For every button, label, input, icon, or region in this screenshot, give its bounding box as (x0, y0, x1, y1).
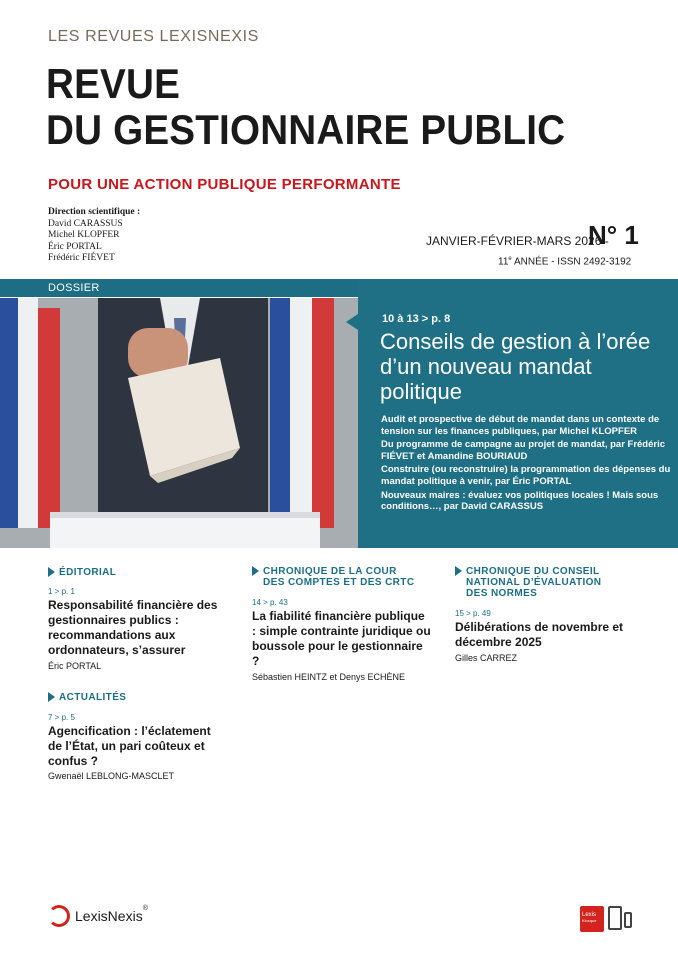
dossier-title: Conseils de gestion à l’orée d’un nouveau mandat politique (380, 329, 651, 404)
direction-member: Michel KLOPFER (48, 230, 120, 240)
cour-author: Sébastien HEINTZ et Denys ECHÈNE (252, 672, 406, 682)
cover-photo-ballot (0, 298, 358, 548)
journal-subtitle: POUR UNE ACTION PUBLIQUE PERFORMANTE (48, 176, 401, 193)
direction-title: Direction scientifique : (48, 207, 141, 217)
section-heading-text: CHRONIQUE DU CONSEIL (466, 566, 600, 577)
editorial-title[interactable]: Responsabilité financière des gestionnaires publics : recommandations aux ordonnateurs, s’assurer (48, 598, 218, 657)
ballot-illustration (0, 298, 358, 548)
actualites-author: Gwenaël LEBLONG-MASCLET (48, 771, 175, 781)
cour-title[interactable]: La fiabilité financière publique : simple contrainte juridique ou boussole pour le gestionnaire ? (252, 609, 431, 668)
year-sup: e (508, 256, 512, 262)
issue-date: JANVIER-FÉVRIER-MARS 2026 - (426, 234, 609, 248)
triangle-icon (455, 566, 462, 576)
editorial-ref: 1 > p. 1 (48, 587, 75, 596)
actualites-title[interactable]: Agencification : l’éclatement de l’État, un pari coûteux et confus ? (48, 724, 211, 768)
dossier-items (381, 414, 671, 515)
triangle-icon (48, 692, 55, 702)
dossier-item[interactable]: Du programme de campagne au projet de mandat, par Frédéric FIÉVET et Amandine BOURIAUD (381, 439, 666, 462)
section-heading-actualites (48, 692, 126, 703)
series-name: LES REVUES LEXISNEXIS (48, 28, 259, 45)
scientific-direction (48, 207, 140, 265)
phone-icon (624, 912, 632, 928)
direction-member: David CARASSUS (48, 218, 123, 229)
issue-number: N° 1 (588, 220, 639, 250)
triangle-icon (252, 566, 259, 576)
issue-year-issn (498, 256, 631, 267)
kiosque-line1: Lexis (582, 912, 597, 918)
tablet-icon (608, 906, 622, 930)
kiosque-line2: Kiosque (582, 918, 597, 923)
year-number: 11 (498, 256, 509, 268)
kiosque-label (582, 912, 596, 923)
logo-registered: ® (142, 905, 148, 912)
logo-text: LexisNexis (75, 908, 143, 924)
conseil-ref: 15 > p. 49 (455, 609, 491, 618)
section-heading-cour (252, 566, 414, 588)
year-issn: ANNÉE - ISSN 2492-3192 (511, 256, 632, 268)
conseil-author: Gilles CARREZ (455, 653, 518, 663)
dossier-ref: 10 à 13 > p. 8 (382, 313, 451, 325)
section-heading-editorial (48, 567, 116, 578)
journal-title-line1: REVUE (46, 60, 181, 107)
section-heading-text: NATIONAL D’ÉVALUATION (466, 577, 602, 588)
journal-title-line2: DU GESTIONNAIRE PUBLIC (46, 106, 566, 153)
section-heading-conseil (455, 566, 601, 599)
direction-member: Frédéric FIÉVET (48, 253, 115, 263)
editorial-author: Éric PORTAL (48, 661, 102, 671)
lexisnexis-mark-icon (48, 905, 70, 927)
lexisnexis-logo (48, 905, 148, 927)
direction-member: Éric PORTAL (48, 241, 102, 252)
dossier-label: DOSSIER (48, 282, 100, 294)
dossier-item[interactable]: Nouveaux maires : évaluez vos politiques locales ! Mais sous conditions…, par David CARASSUS (381, 489, 659, 513)
dossier-item[interactable]: Construire (ou reconstruire) la programmation des dépenses du mandat politique à venir, par Éric PORTAL (381, 464, 671, 487)
section-heading-text: CHRONIQUE DE LA COUR (263, 566, 397, 577)
cour-ref: 14 > p. 43 (252, 598, 288, 607)
section-heading-text: DES COMPTES ET DES CRTC (263, 577, 415, 588)
conseil-title[interactable]: Délibérations de novembre et décembre 2025 (455, 620, 624, 649)
section-heading-text: DES NORMES (466, 588, 538, 599)
triangle-icon (48, 567, 55, 577)
panel-pointer (346, 314, 358, 330)
actualites-ref: 7 > p. 5 (48, 713, 75, 722)
section-heading-text: ACTUALITÉS (59, 692, 127, 703)
dossier-item[interactable]: Audit et prospective de début de mandat dans un contexte de tension sur les finances publiques, par Michel KLOPFER (381, 414, 660, 437)
section-heading-text: ÉDITORIAL (59, 567, 117, 578)
